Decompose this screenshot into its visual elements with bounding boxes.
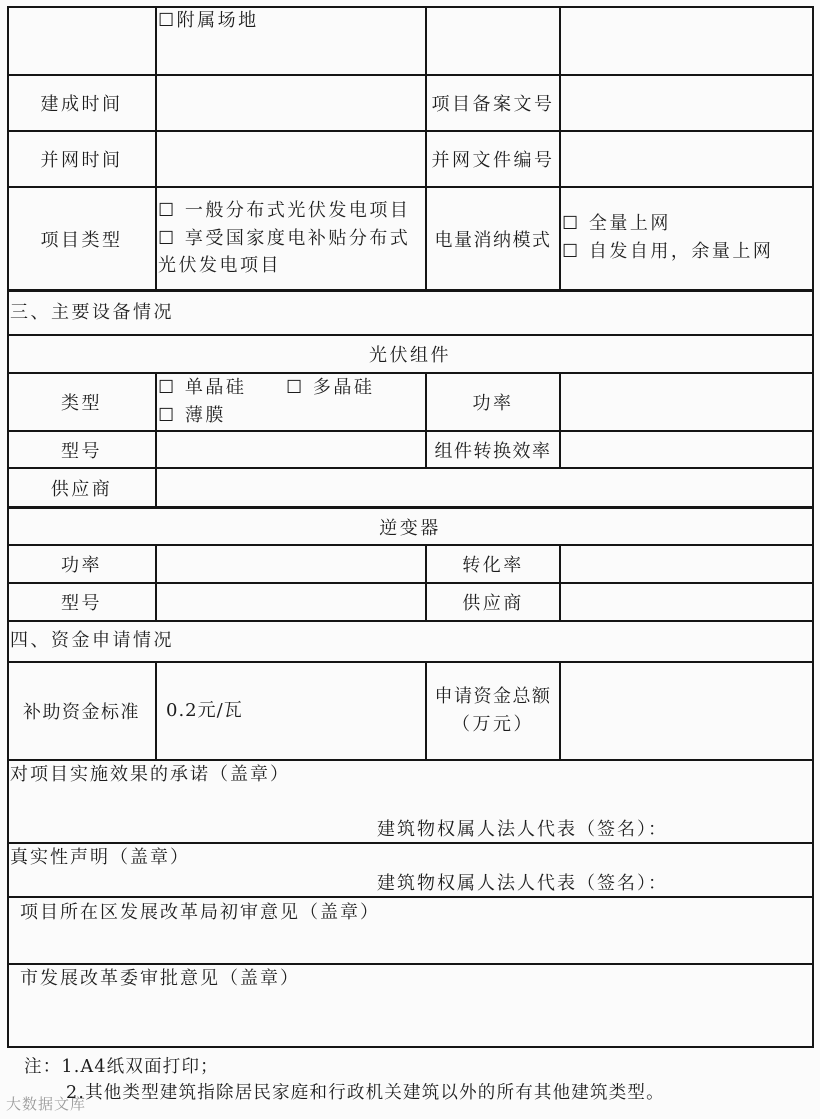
rule-col1-c (155, 544, 157, 622)
truth-title: 真实性声明（盖章） (10, 847, 190, 868)
section4-title: 四、资金申请情况 (10, 630, 174, 651)
project-type-option-subsidy[interactable]: ☐ 享受国家度电补贴分布式 (158, 228, 411, 249)
city-approval-title: 市发展改革委审批意见（盖章） (20, 968, 300, 989)
pv-type-label: 类型 (61, 393, 102, 414)
note-line1: 注：1.A4纸双面打印； (24, 1057, 219, 1077)
subsidy-standard-label: 补助资金标准 (23, 702, 140, 723)
rule-col3-c (559, 544, 561, 622)
rule-col1-b (155, 372, 157, 508)
pv-header: 光伏组件 (369, 345, 451, 366)
pv-power-label: 功率 (472, 393, 514, 414)
inverter-supplier-label: 供应商 (462, 593, 524, 614)
rule-col1-d (155, 661, 157, 761)
rule-row14 (7, 759, 814, 761)
project-type-option-subsidy-cont: 光伏发电项目 (158, 255, 281, 276)
note-line2: 2.其他类型建筑指除居民家庭和行政机关建筑以外的所有其他建筑类型。 (66, 1083, 665, 1103)
rule-row4 (7, 289, 814, 292)
total-funding-unit: （万元） (452, 714, 534, 735)
grid-document-label: 并网文件编号 (431, 150, 555, 171)
site-option[interactable]: ☐附属场地 (158, 10, 259, 31)
inverter-header: 逆变器 (379, 517, 441, 539)
build-time-label: 建成时间 (40, 94, 123, 115)
promise-signature: 建筑物权属人法人代表（签名）： (377, 819, 668, 840)
pv-option-film[interactable]: ☐ 薄膜 (158, 405, 226, 426)
promise-title: 对项目实施效果的承诺（盖章） (10, 764, 290, 785)
total-funding-label: 申请资金总额 (434, 686, 552, 707)
district-review-title: 项目所在区发展改革局初审意见（盖章） (20, 902, 380, 923)
pv-efficiency-label: 组件转换效率 (434, 440, 552, 462)
subsidy-standard-value: 0.2元/瓦 (166, 700, 243, 721)
mode-option-full-grid[interactable]: ☐ 全量上网 (562, 213, 671, 234)
consumption-mode-label: 电量消纳模式 (434, 229, 552, 251)
watermark: 大数据文库 (6, 1095, 87, 1113)
rule-col3-a (559, 6, 561, 291)
pv-option-mono[interactable]: ☐ 单晶硅 (158, 377, 247, 398)
rule-top (7, 6, 814, 8)
project-type-label: 项目类型 (40, 229, 123, 251)
rule-col2-d (425, 661, 427, 761)
rule-bottom (7, 1046, 814, 1048)
rule-col3-b (559, 372, 561, 469)
project-type-option-general[interactable]: ☐ 一般分布式光伏发电项目 (158, 200, 411, 221)
rule-right (812, 6, 814, 1048)
inverter-power-label: 功率 (61, 555, 102, 576)
grid-time-label: 并网时间 (40, 150, 123, 171)
section3-title: 三、主要设备情况 (10, 302, 174, 323)
mode-option-self-use[interactable]: ☐ 自发自用，余量上网 (562, 241, 774, 262)
inverter-rate-label: 转化率 (462, 555, 524, 576)
inverter-model-label: 型号 (61, 593, 102, 614)
pv-supplier-label: 供应商 (50, 478, 113, 500)
pv-model-label: 型号 (61, 440, 102, 462)
truth-signature: 建筑物权属人法人代表（签名）： (377, 873, 668, 894)
pv-option-poly[interactable]: ☐ 多晶硅 (286, 377, 375, 398)
rule-col3-d (559, 661, 561, 761)
rule-row12 (7, 620, 814, 622)
rule-row17 (7, 963, 814, 965)
record-number-label: 项目备案文号 (431, 94, 555, 115)
rule-col1-a (155, 6, 157, 291)
